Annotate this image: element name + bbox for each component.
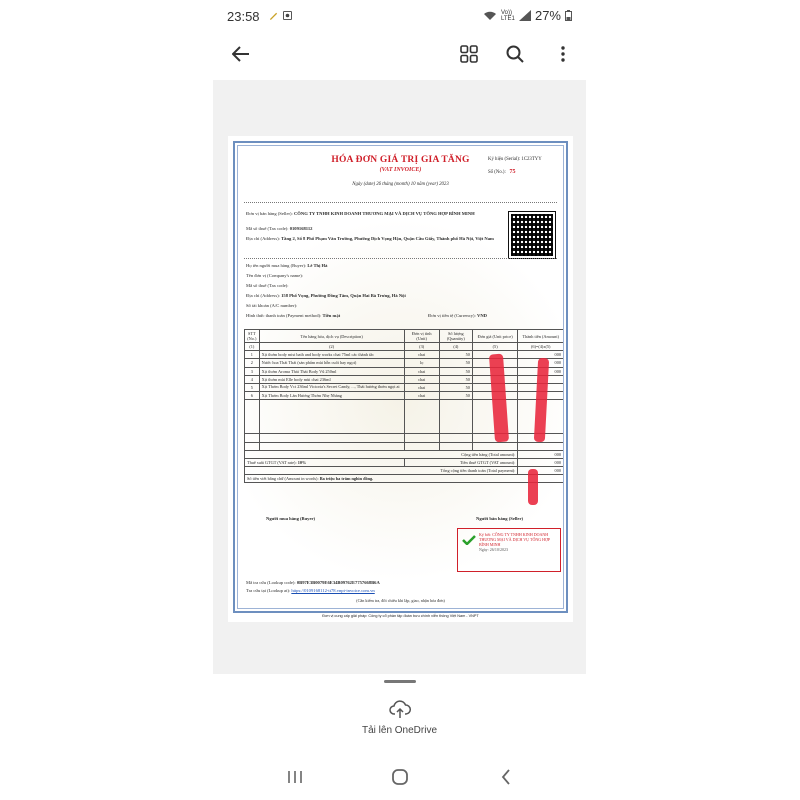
amount-words-row (245, 475, 564, 483)
buyer-address: 158 Phố Vọng, Phường Đồng Tâm, Quận Hai Bà Trưng, Hà Nội (281, 293, 406, 298)
invoice-serial: Ký hiệu (Serial): 1C23TYY (488, 157, 542, 162)
subtotal-value: 000 (518, 450, 564, 458)
payment-line (246, 313, 340, 318)
column-index: (5) (472, 343, 518, 351)
app-bar (213, 32, 586, 76)
lookup-url-line (246, 588, 375, 593)
buyer-address-label: Địa chỉ (Address): (246, 293, 280, 298)
status-time: 23:58 (227, 9, 260, 24)
buyer-name: Lê Thị Hà (307, 263, 328, 268)
amount-words-cell (245, 475, 564, 483)
currency: VND (477, 313, 487, 318)
items-table (244, 329, 564, 483)
upload-onedrive-button[interactable]: Tải lên OneDrive (361, 725, 438, 736)
nav-back-icon (501, 769, 511, 785)
seller-tax-label: Mã số thuế (Tax code): (246, 226, 289, 231)
table-index-row (245, 343, 564, 351)
stamp-text: Ký bởi: CÔNG TY TNHH KINH DOANH THƯƠNG MẠI VÀ DỊCH VỤ TỔNG HỢP BÌNH MINH (479, 532, 550, 547)
nav-back-button[interactable] (496, 767, 516, 787)
vat-amount-label: Tiền thuế GTGT (VAT amount): (404, 458, 518, 466)
invoice-frame (233, 141, 568, 613)
column-header: Số lượng (Quantity) (439, 330, 472, 343)
vat-rate-cell (245, 458, 405, 466)
table-header-row (245, 330, 564, 343)
table-row-empty (245, 400, 564, 434)
recent-apps-icon (287, 770, 303, 784)
camera-notification-icon (283, 11, 292, 20)
stamp-date: Ngày: 26/10/2023 (479, 547, 508, 552)
row-no: 4 (245, 375, 260, 383)
redaction-mark (528, 469, 538, 505)
company-line: Tên đơn vị (Company's name): (246, 273, 304, 278)
invoice-date: Ngày (date) 26 tháng (month) 10 năm (year) 2023 (352, 182, 449, 187)
signal-icon (519, 10, 531, 21)
system-nav-bar (213, 754, 586, 800)
row-description: Xịt Thơm Body Lăn Hương Thơm Nhẹ Nhàng (259, 392, 404, 400)
invoice-page (228, 136, 573, 622)
digital-signature-stamp (457, 528, 561, 572)
lookup-code: 0B97E3B0079E6E34B09762E7757668B6A (296, 580, 380, 585)
seller-signature-label: Người bán hàng (Seller) (476, 516, 524, 521)
lookup-url-label: Tra cứu tại (Lookup at): (246, 588, 291, 593)
column-index: (6)=(4)x(5) (518, 343, 564, 351)
seller-address-label: Địa chỉ (Address): (246, 236, 280, 241)
lookup-url[interactable]: https://0109168112-tt78.vnpt-invoice.com.vn (291, 588, 375, 593)
row-quantity: 50 (439, 359, 472, 367)
back-button[interactable] (227, 40, 255, 68)
buyer-tax-line: Mã số thuế (Tax code): (246, 283, 289, 288)
grand-total-row (245, 467, 564, 475)
invoice-number-row (488, 166, 542, 179)
row-unit: chai (404, 375, 439, 383)
seller-line (246, 210, 504, 217)
battery-percent: 27% (534, 8, 561, 23)
phone-screen (213, 0, 586, 800)
seller-label: Đơn vị bán hàng (Seller): (246, 211, 293, 216)
column-index: (3) (404, 343, 439, 351)
vat-rate: 10% (297, 459, 307, 465)
table-row (245, 359, 564, 367)
row-no: 2 (245, 359, 260, 367)
lookup-code-label: Mã tra cứu (Lookup code): (246, 580, 296, 585)
drag-handle[interactable] (384, 680, 416, 683)
buyer-address-line (246, 293, 406, 298)
checkmark-icon (462, 535, 476, 545)
row-unit: chai (404, 351, 439, 359)
row-amount: 000 (518, 367, 564, 375)
invoice-subtitle: (VAT INVOICE) (379, 167, 422, 173)
row-unit: chai (404, 367, 439, 375)
search-icon (506, 45, 524, 63)
subtotal-row (245, 450, 564, 458)
row-quantity: 50 (439, 351, 472, 359)
provider-note: Đơn vị cung cấp giải pháp: Công ty cổ phần tập đoàn bưu chính viễn thông Việt Nam - VNPT (322, 614, 479, 618)
currency-label: Đơn vị tiền tệ (Currency): (428, 313, 476, 318)
column-header: Đơn vị tính (Unit) (404, 330, 439, 343)
row-unit: chai (404, 383, 439, 391)
table-row (245, 367, 564, 375)
row-no: 3 (245, 367, 260, 375)
battery-icon (565, 10, 572, 21)
row-amount: 000 (518, 351, 564, 359)
seller-address: Tầng 2, Số 8 Phố Phạm Văn Trường, Phường Dịch Vọng Hậu, Quận Cầu Giấy, Thành phố Hà Nội, Việt Nam (281, 236, 494, 241)
table-row (245, 383, 564, 391)
amount-words: Ba triệu ba trăm nghìn đồng. (319, 476, 374, 482)
vat-row (245, 458, 564, 466)
row-description: Nước hoa Thái Thái (sản phẩm mùi hỗn cuối hay ngọt) (259, 359, 404, 367)
table-row (245, 375, 564, 383)
seller-tax-line (246, 226, 312, 231)
row-description: Xịt thơm mùi Elle body mùi chai 236ml (259, 375, 404, 383)
column-index: (2) (259, 343, 404, 351)
buyer-line (246, 263, 327, 268)
more-vert-icon (561, 46, 565, 62)
seller-tax: 0109168112 (289, 226, 313, 231)
row-quantity: 50 (439, 367, 472, 375)
table-row (245, 392, 564, 400)
seller-name: CÔNG TY TNHH KINH DOANH THƯƠNG MẠI VÀ DỊCH VỤ TỔNG HỢP BÌNH MINH (293, 211, 475, 216)
document-viewer[interactable] (213, 80, 586, 674)
row-no: 1 (245, 351, 260, 359)
buyer-label: Họ tên người mua hàng (Buyer): (246, 263, 307, 268)
wifi-icon (483, 10, 497, 21)
invoice-body (237, 145, 564, 609)
row-description: Xịt Thơm Body Vct 236ml Victoria's Secret Candy, ..., Thái hương thơm ngọt ai (259, 383, 404, 391)
invoice-meta (488, 154, 542, 179)
column-index: (4) (439, 343, 472, 351)
bottom-sheet (213, 674, 586, 754)
grid-view-button[interactable] (455, 40, 483, 68)
account-line: Số tài khoản (A/C number): (246, 303, 298, 308)
row-unit: lọ (404, 359, 439, 367)
home-button[interactable] (390, 767, 410, 787)
more-options-button[interactable] (549, 40, 577, 68)
invoice-number-label: Số (No.): (488, 170, 506, 175)
payment-label: Hình thức thanh toán (Payment method): (246, 313, 322, 318)
vat-rate-label: Thuế suất GTGT (VAT rate): (247, 459, 297, 465)
row-amount: 000 (518, 359, 564, 367)
cloud-upload-icon[interactable] (389, 699, 411, 719)
payment-method: Tiền mặt (322, 313, 341, 318)
row-quantity: 50 (439, 392, 472, 400)
footer-note: (Cần kiểm tra, đối chiếu khi lập, giao, nhận hóa đơn) (356, 598, 445, 603)
back-arrow-icon (232, 46, 250, 62)
subtotal-label: Cộng tiền hàng (Total amount): (245, 450, 518, 458)
column-index: (1) (245, 343, 260, 351)
qr-code (509, 212, 555, 258)
table-row-empty (245, 442, 564, 450)
buyer-signature-label: Người mua hàng (Buyer) (266, 516, 316, 521)
row-description: Xịt thơm Aroma Thái Thái Body Vũ 250ml (259, 367, 404, 375)
pencil-notification-icon (269, 11, 278, 20)
row-no: 6 (245, 392, 260, 400)
seller-address-line (246, 235, 504, 242)
grand-total-value: 000 (518, 467, 564, 475)
row-description: Xịt thơm body mist bath and body works chai 75ml các thành tắc (259, 351, 404, 359)
home-icon (391, 768, 409, 786)
status-bar (213, 0, 586, 32)
grand-total-label: Tổng cộng tiền thanh toán (Total payment): (245, 467, 518, 475)
column-header: Thành tiền (Amount) (518, 330, 564, 343)
recent-apps-button[interactable] (285, 767, 305, 787)
vat-amount: 000 (518, 458, 564, 466)
row-unit: chai (404, 392, 439, 400)
column-header: Đơn giá (Unit price) (472, 330, 518, 343)
invoice-title: HÓA ĐƠN GIÁ TRỊ GIA TĂNG (331, 155, 470, 165)
search-button[interactable] (501, 40, 529, 68)
invoice-number: 75 (509, 169, 516, 175)
column-header: STT (No.) (245, 330, 260, 343)
currency-line (428, 313, 487, 318)
table-row-empty (245, 434, 564, 442)
network-label: Vo)) LTE1 (500, 9, 515, 22)
amount-words-label: Số tiền viết bằng chữ (Amount in words): (247, 476, 319, 482)
grid-icon (460, 45, 478, 63)
row-quantity: 50 (439, 375, 472, 383)
lookup-code-line (246, 580, 380, 585)
column-header: Tên hàng hóa, dịch vụ (Description) (259, 330, 404, 343)
status-right (483, 8, 572, 23)
row-no: 5 (245, 383, 260, 391)
table-row (245, 351, 564, 359)
row-quantity: 50 (439, 383, 472, 391)
